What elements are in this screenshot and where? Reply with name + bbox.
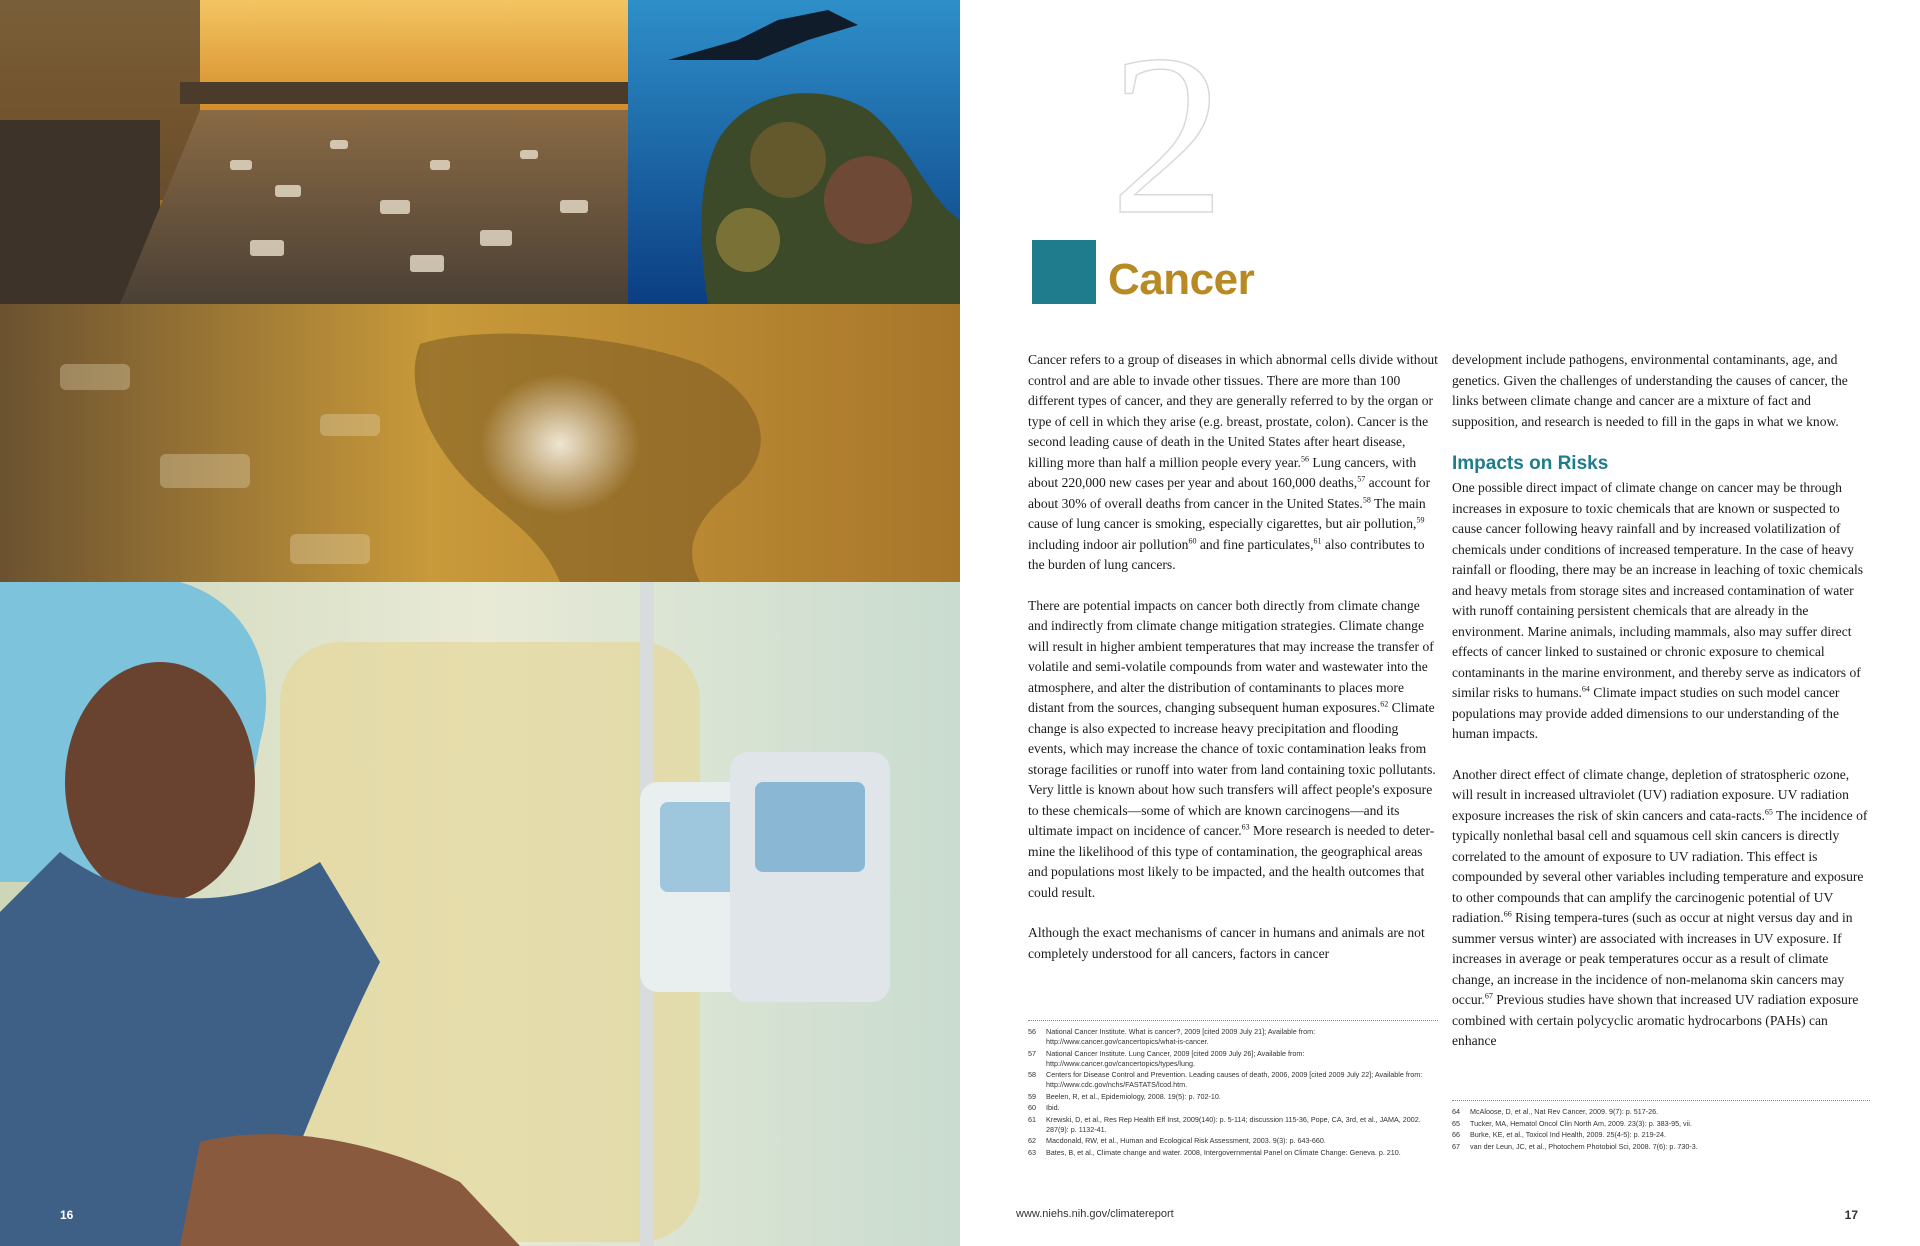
paragraph-direct-impact: One possible direct impact of climate change on cancer may be through increases in exposure to toxic chemicals that are known or suspected to cause cancer following heavy rainfall and by increased volatilization of chemicals under conditions of increased temperature. In the case of heavy rainfall or flooding, there may be an increase in leaching of toxic chemicals and heavy metals from storage sites and increased contamination of water with runoff containing persistent chemicals that are already in the environment. Marine animals, including mammals, also may suffer direct effects of cancer linked to sustained or chronic exposure to chemical contaminants in the marine environment, and thereby serve as indicators of similar risks to humans.$^{64}$ Climate impact studies on such model cancer populations may provide added dimensions to our understanding of the human impacts. (1452, 480, 1864, 741)
patient-chemotherapy-photo (0, 582, 960, 1246)
page-number-left: 16 (60, 1208, 74, 1222)
footnote: 65 Tucker, MA, Hematol Oncol Clin North Am, 2009. 23(3): p. 383-95, vii. (1452, 1118, 1692, 1128)
footnote: 64 McAloose, D, et al., Nat Rev Cancer, 2009. 9(7): p. 517-26. (1452, 1107, 1659, 1116)
paragraph-mechanisms: Although the exact mechanisms of cancer in humans and animals are not completely understood for all cancers, factors in cancer (1028, 925, 1425, 961)
text-column-left (1028, 350, 1438, 984)
footnote: 60 Ibid. (1028, 1103, 1060, 1112)
footnote: 67 van der Leun, JC, et al., Photochem Photobiol Sci, 2008. 7(6): p. 730-3. (1452, 1141, 1698, 1151)
highway-traffic-photo (0, 0, 628, 304)
chapter-number: 2 (1110, 7, 1225, 262)
footnote: 59 Beelen, R, et al., Epidemiology, 2008. 19(5): p. 702-10. (1028, 1091, 1221, 1101)
globe-north-america-photo (0, 304, 960, 582)
footnote: 63 Bates, B, et al., Climate change and water. 2008, Intergovernmental Panel on Climate Change: Geneva. p. 210. (1028, 1147, 1401, 1157)
footnote: 62 Macdonald, RW, et al., Human and Ecological Risk Assessment, 2003. 9(3): p. 643-660. (1028, 1136, 1326, 1145)
footnotes-right (1452, 1100, 1870, 1153)
footnote: 66 Burke, KE, et al., Toxicol Ind Health, 2009. 25(4-5): p. 219-24. (1452, 1130, 1667, 1139)
footer-url-link[interactable]: www.niehs.nih.gov/climatereport (1016, 1208, 1174, 1220)
section-heading-impacts: Impacts on Risks (1452, 453, 1609, 474)
chapter-accent-square (1032, 240, 1096, 304)
footnote: 58 Centers for Disease Control and Prevention. Leading causes of death, 2006, 2009 [cited 2009 July 22]; Available from: http://www.cdc.gov/nchs/FASTATS/lcod.htm. (1028, 1070, 1423, 1089)
right-page (960, 0, 1920, 1246)
chapter-title: Cancer (1108, 255, 1255, 304)
paragraph-potential-impacts: There are potential impacts on cancer both directly from climate change and indirectly from climate change mitigation strategies. Climate change will result in higher ambient temperatures that may increase the transfer of volatile and semi-volatile compounds from water and wastewater into the atmosphere, and alter the distribution of contaminants to places more distant from the sources, changing subsequent human exposures.$^{62}$ Climate change is also expected to increase heavy precipitation and flooding events, which may increase the chance of toxic contamination leaks from storage facilities or runoff into water from land containing toxic pollutants. Very little is known about how such transfers will affect people's exposure to these chemicals—some of which are known carcinogens—and its ultimate impact on incidence of cancer.$^{63}$ More research is needed to deter-mine the likelihood of this type of contamination, the geographical areas and populations most likely to be impacted, and the health outcomes that could result. (1028, 597, 1436, 900)
scuba-diver-reef-photo (628, 0, 960, 304)
footnote: 61 Krewski, D, et al., Res Rep Health Eff Inst, 2009(140): p. 5-114; discussion 115-36, Pope, CA, 3rd, et al., JAMA, 2002. 287(9): p. 1132-41. (1028, 1114, 1421, 1134)
page-number-right: 17 (1844, 1208, 1858, 1222)
footnote: 56 National Cancer Institute. What is cancer?, 2009 [cited 2009 July 21]; Available from: http://www.cancer.gov/cancertopics/what-is-cancer. (1028, 1027, 1316, 1046)
text-column-right (1452, 350, 1870, 1072)
paragraph-continued: development include pathogens, environmental contaminants, age, and genetics. Given the challenges of understanding the causes of cancer, the links between climate change and cancer are a mixture of fact and supposition, and research is needed to fill in the gaps in what we know. (1452, 352, 1848, 429)
footnotes-left (1028, 1020, 1438, 1159)
footnote: 57 National Cancer Institute. Lung Cancer, 2009 [cited 2009 July 26]; Available from: http://www.cancer.gov/cancertopics/types/lung. (1028, 1048, 1305, 1068)
paragraph-uv-radiation: Another direct effect of climate change, depletion of stratospheric ozone, will result in increased ultraviolet (UV) radiation exposure. UV radiation exposure increases the risk of skin cancers and cata-racts.$^{65}$ The incidence of typically nonlethal basal cell and squamous cell skin cancers is directly correlated to the amount of exposure to UV radiation. This effect is compounded by several other variables including temperature and exposure to other compounds that can amplify the carcinogenic potential of UV radiation.$^{66}$ Rising tempera-tures (such as occur at night versus day and in summer versus winter) are associated with increases in UV exposure. If increases in average or peak temperatures occur as a result of climate change, an increase in the incidence of non-melanoma skin cancers may occur.$^{67}$ Previous studies have shown that increased UV radiation exposure combined with certain polycyclic aromatic hydrocarbons (PAHs) can enhance (1452, 766, 1868, 1048)
paragraph-intro: Cancer refers to a group of diseases in which abnormal cells divide without control and are able to invade other tissues. There are more than 100 different types of cancer, and they are generally referred to by the organ or type of cell in which they arise (e.g. breast, prostate, colon). Cancer is the second leading cause of death in the United States after heart disease, killing more than half a million people every year.$^{56}$ Lung cancers, with about 220,000 new cases per year and about 160,000 deaths,$^{57}$ account for about 30% of overall deaths from cancer in the United States.$^{58}$ The main cause of lung cancer is smoking, especially cigarettes, but air pollution,$^{59}$ including indoor air pollution$^{60}$ and fine particulates,$^{61}$ also contributes to the burden of lung cancers. (1028, 352, 1438, 572)
